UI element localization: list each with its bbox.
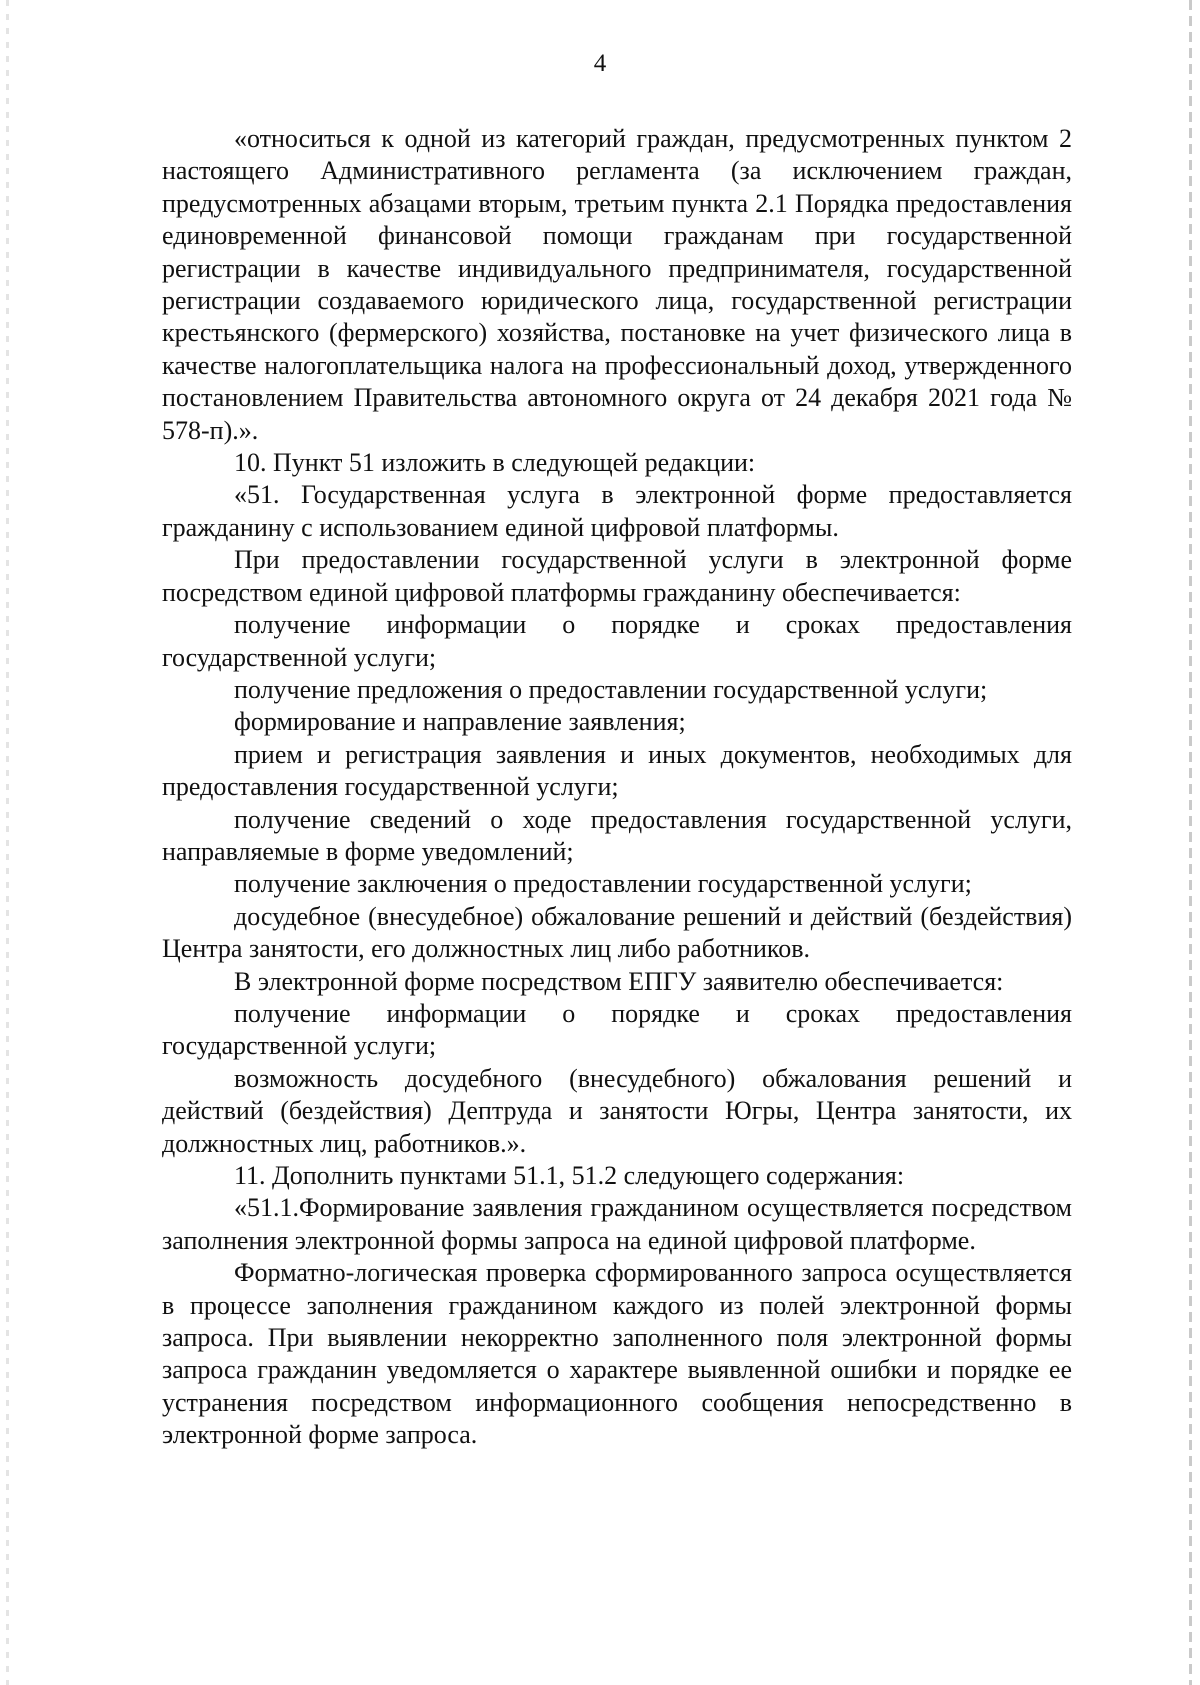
paragraph: формирование и направление заявления; [234, 707, 686, 737]
paragraph: прием и регистрация заявления и иных документов, необходимых для предоставления государственной услуги; [162, 739, 1072, 802]
page-number: 4 [593, 50, 607, 77]
paragraph: досудебное (внесудебное) обжалование решений и действий (бездействия) Центра занятости, его должностных лиц либо работников. [162, 901, 1072, 964]
paragraph: получение заключения о предоставлении государственной услуги; [234, 869, 972, 899]
paragraph: получение сведений о ходе предоставления государственной услуги, направляемые в форме уведомлений; [162, 804, 1072, 866]
paragraph: возможность досудебного (внесудебного) обжалования решений и действий (бездействия) Дептруда и занятости Югры, Центра занятости, их должностных лиц, работников.». [162, 1063, 1072, 1158]
paragraph: «51.1.Формирование заявления гражданином осуществляется посредством заполнения электронной формы запроса на единой цифровой платформе. [162, 1193, 1072, 1255]
paragraph: 10. Пункт 51 изложить в следующей редакции: [234, 448, 756, 478]
scan-edge-left [6, 0, 9, 1685]
paragraph: Форматно-логическая проверка сформированного запроса осуществляется в процессе заполнения гражданином каждого из полей электронной формы запроса. При выявлении некорректно заполненного поля электронной формы запроса гражданин уведомляется о характере выявленной ошибки и порядке ее устранения посредством информационного сообщения непосредственно в электронной форме запроса. [162, 1258, 1072, 1450]
paragraph: 11. Дополнить пунктами 51.1, 51.2 следующего содержания: [234, 1161, 905, 1190]
scan-edge-right [1189, 0, 1192, 1685]
paragraph: получение информации о порядке и сроках предоставления государственной услуги; [162, 610, 1072, 672]
paragraph: получение предложения о предоставлении государственной услуги; [234, 674, 988, 704]
paragraph: В электронной форме посредством ЕПГУ заявителю обеспечивается: [234, 966, 1004, 996]
paragraph: получение информации о порядке и сроках предоставления государственной услуги; [162, 998, 1072, 1061]
document-body [162, 123, 1072, 1452]
paragraph: При предоставлении государственной услуги в электронной форме посредством единой цифровой платформы гражданину обеспечивается: [162, 545, 1072, 607]
paragraph: «относиться к одной из категорий граждан, предусмотренных пунктом 2 настоящего Административного регламента (за исключением граждан, предусмотренных абзацами вторым, третьим пункта 2.1 Порядка предоставления единовременной финансовой помощи гражданам при государственной регистрации в качестве индивидуального предпринимателя, государственной регистрации создаваемого юридического лица, государственной регистрации крестьянского (фермерского) хозяйства, постановке на учет физического лица в качестве налогоплательщика налога на профессиональный доход, утвержденного постановлением Правительства автономного округа от 24 декабря 2021 года № 578-п).». [162, 124, 1072, 445]
paragraph: «51. Государственная услуга в электронной форме предоставляется гражданину с использованием единой цифровой платформы. [162, 480, 1072, 542]
